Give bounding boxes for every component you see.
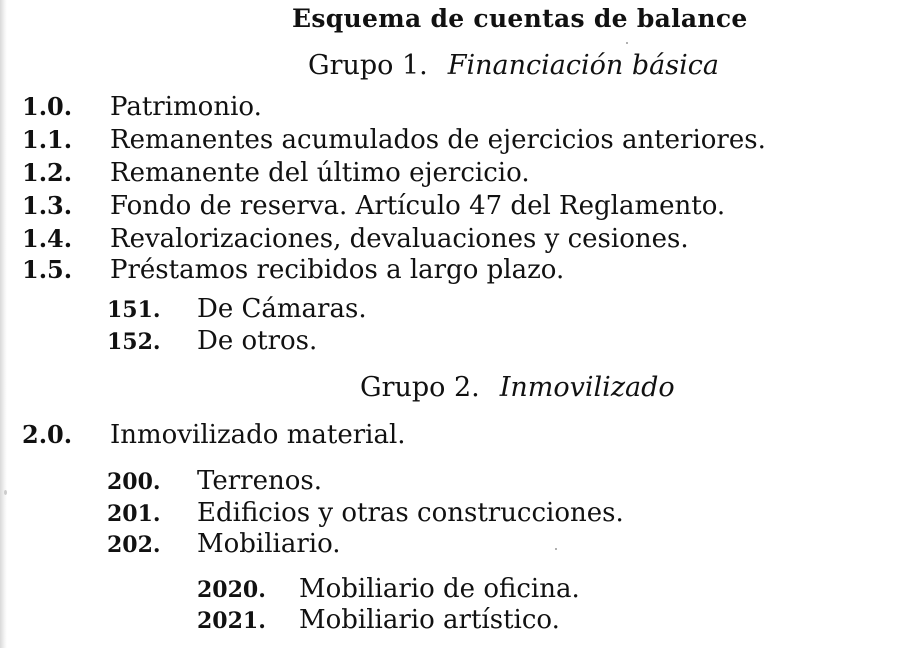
group-1-name: Grupo 1. xyxy=(308,50,428,81)
account-code: 1.3. xyxy=(22,191,73,220)
account-text: De Cámaras. xyxy=(197,294,367,324)
account-entry-200 xyxy=(107,466,322,496)
account-text: Remanente del último ejercicio. xyxy=(110,158,530,188)
account-text: Patrimonio. xyxy=(110,92,262,122)
account-code: 201. xyxy=(107,501,161,527)
account-entry-2020 xyxy=(197,574,580,604)
account-code: 2021. xyxy=(197,608,266,634)
account-text: Mobiliario. xyxy=(197,529,341,559)
account-text: De otros. xyxy=(197,326,318,356)
account-code: 200. xyxy=(107,469,161,495)
account-code: 2.0. xyxy=(22,420,73,449)
account-code: 1.4. xyxy=(22,224,73,253)
account-code: 1.2. xyxy=(22,158,73,187)
group-2-name: Grupo 2. xyxy=(360,372,480,403)
account-text: Terrenos. xyxy=(197,466,322,496)
account-code: 202. xyxy=(107,532,161,558)
account-entry-2021 xyxy=(197,605,560,635)
account-text: Revalorizaciones, devaluaciones y cesiones. xyxy=(110,224,689,254)
print-speck xyxy=(4,490,7,495)
group-1-subtitle: Financiación básica xyxy=(447,50,719,81)
account-entry-2-0 xyxy=(22,420,406,450)
page-edge-shadow xyxy=(0,0,7,648)
group-2-subtitle: Inmovilizado xyxy=(499,372,675,403)
account-entry-202 xyxy=(107,529,341,559)
account-text: Inmovilizado material. xyxy=(110,420,406,450)
account-text: Mobiliario artístico. xyxy=(299,605,560,635)
account-code: 2020. xyxy=(197,577,266,603)
account-entry-1-0 xyxy=(22,92,262,122)
account-text: Edificios y otras construcciones. xyxy=(197,498,624,528)
account-text: Mobiliario de oficina. xyxy=(299,574,580,604)
print-speck xyxy=(555,548,557,550)
print-speck xyxy=(626,42,628,44)
account-entry-1-5 xyxy=(22,255,564,285)
group-2-heading xyxy=(360,372,675,403)
account-code: 1.5. xyxy=(22,255,73,284)
account-entry-1-3 xyxy=(22,191,725,221)
account-text: Remanentes acumulados de ejercicios anteriores. xyxy=(110,125,766,155)
account-entry-1-2 xyxy=(22,158,530,188)
account-entry-151 xyxy=(107,294,367,324)
account-code: 152. xyxy=(107,329,161,355)
account-entry-152 xyxy=(107,326,317,356)
account-entry-1-1 xyxy=(22,125,766,155)
account-text: Préstamos recibidos a largo plazo. xyxy=(110,255,565,285)
account-code: 151. xyxy=(107,297,161,323)
account-code: 1.0. xyxy=(22,92,73,121)
account-entry-201 xyxy=(107,498,624,528)
account-code: 1.1. xyxy=(22,125,73,154)
account-text: Fondo de reserva. Artículo 47 del Reglamento. xyxy=(110,191,726,221)
group-1-heading xyxy=(308,50,719,81)
page-title: Esquema de cuentas de balance xyxy=(292,4,748,33)
account-entry-1-4 xyxy=(22,224,689,254)
